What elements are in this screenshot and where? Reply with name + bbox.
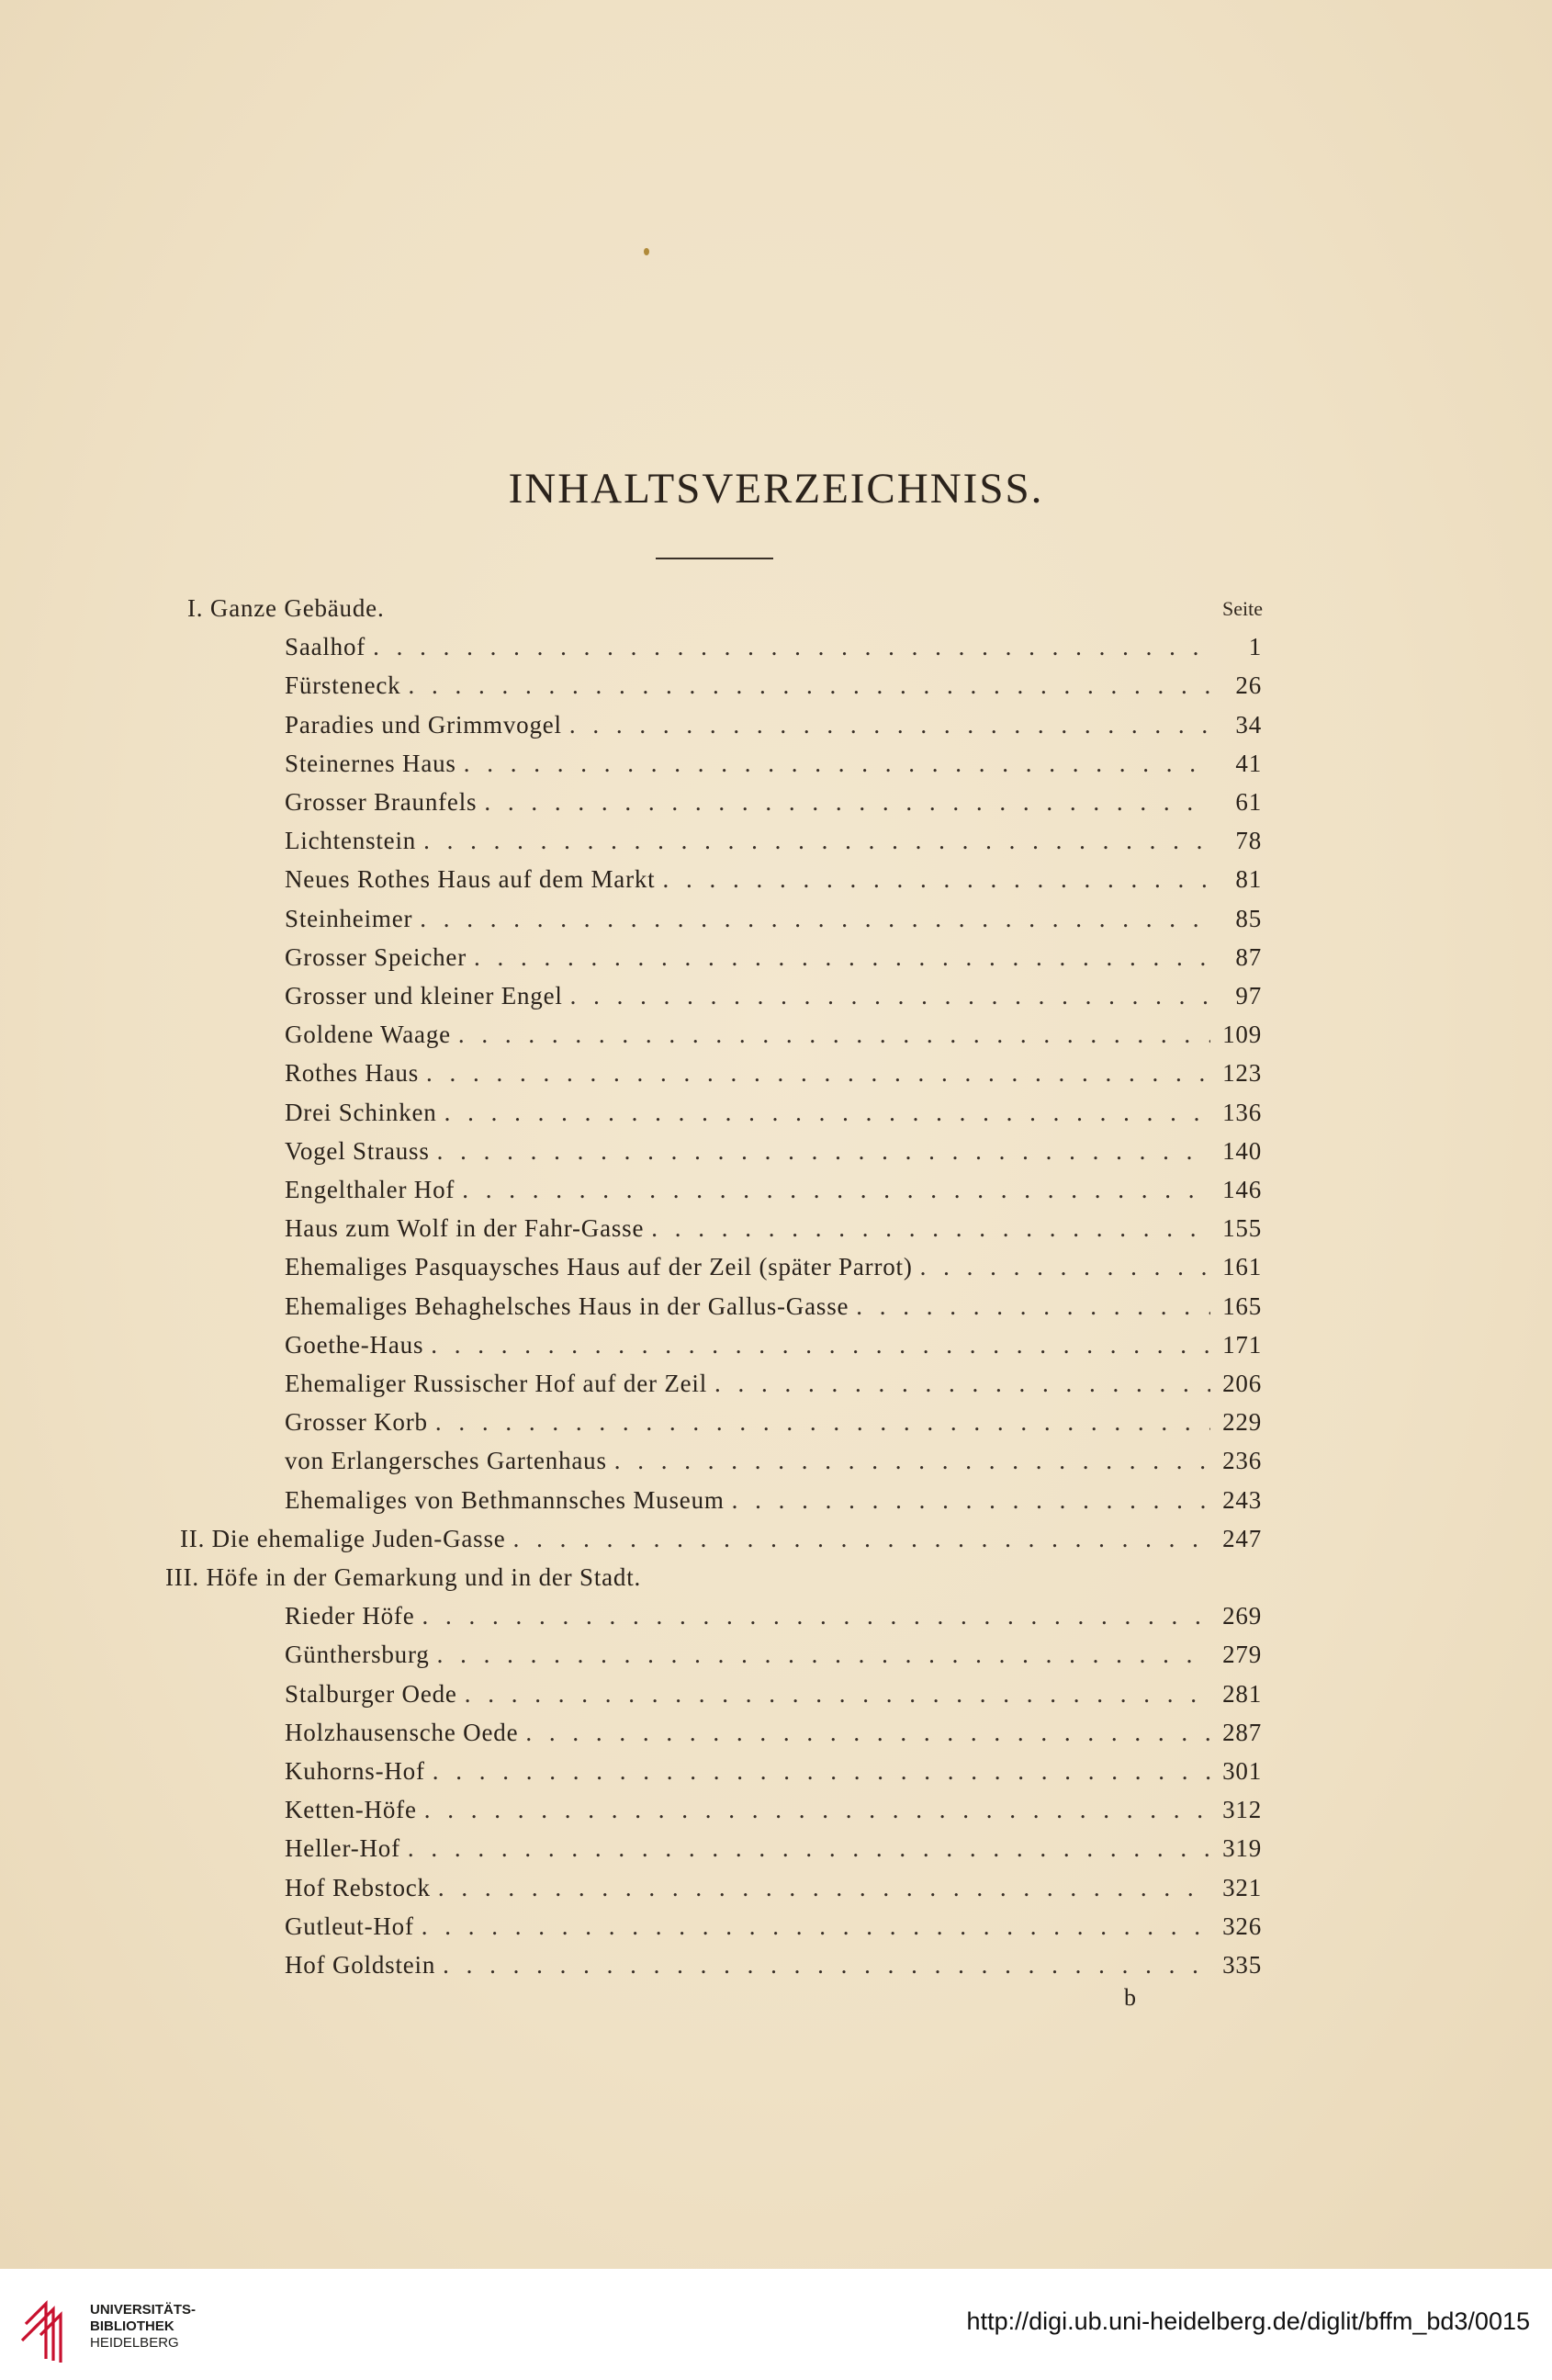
- toc-entry: [285, 1370, 1262, 1406]
- toc-leader-dots: [525, 1719, 1210, 1747]
- toc-page-number: 85: [1235, 905, 1262, 932]
- toc-page-number: 301: [1222, 1757, 1262, 1785]
- toc-page-number: 206: [1222, 1370, 1262, 1397]
- toc-entry-title: Grosser Korb: [285, 1408, 428, 1436]
- toc-entry: [285, 633, 1262, 670]
- toc-page-number: 34: [1235, 711, 1262, 739]
- source-url-link[interactable]: http://digi.ub.uni-heidelberg.de/diglit/bffm_bd3/0015: [966, 2307, 1530, 2335]
- toc-entry: [285, 1719, 1262, 1755]
- toc-entry: [285, 1137, 1262, 1174]
- toc-entry-title: Grosser und kleiner Engel: [285, 982, 563, 1010]
- toc-entry: [285, 1641, 1262, 1677]
- toc-entry-title: von Erlangersches Gartenhaus: [285, 1447, 607, 1474]
- toc-entry-title: Stalburger Oede: [285, 1680, 457, 1708]
- toc-page-number: 281: [1222, 1680, 1262, 1708]
- toc-leader-dots: [438, 1874, 1210, 1902]
- toc-page-number: 26: [1235, 671, 1262, 699]
- toc-entry: [285, 982, 1262, 1019]
- toc-leader-dots: [714, 1370, 1210, 1398]
- toc-page-number: 81: [1235, 865, 1262, 893]
- toc-entry-title: Ehemaliger Russischer Hof auf der Zeil: [285, 1370, 708, 1397]
- toc-leader-dots: [426, 1059, 1210, 1088]
- toc-leader-dots: [569, 711, 1210, 739]
- toc-page-number: 229: [1222, 1408, 1262, 1436]
- toc-leader-dots: [444, 1099, 1210, 1127]
- toc-entry-title: Goldene Waage: [285, 1021, 451, 1048]
- toc-page-number: 171: [1222, 1331, 1262, 1359]
- toc-entry-title: Vogel Strauss: [285, 1137, 430, 1165]
- toc-entry-title: Neues Rothes Haus auf dem Markt: [285, 865, 656, 893]
- toc-leader-dots: [373, 633, 1210, 661]
- toc-leader-dots: [408, 671, 1210, 700]
- toc-leader-dots: [732, 1486, 1210, 1515]
- page-title: INHALTSVERZEICHNISS.: [508, 465, 1044, 513]
- toc-leader-dots: [614, 1447, 1210, 1475]
- toc-page-number: 155: [1222, 1214, 1262, 1242]
- toc-page-number: 140: [1222, 1137, 1262, 1165]
- toc-entry-title: Lichtenstein: [285, 827, 417, 854]
- toc-page-number: 41: [1235, 750, 1262, 777]
- toc-entry-title: Holzhausensche Oede: [285, 1719, 519, 1746]
- toc-entry-title: Steinheimer: [285, 905, 413, 932]
- toc-page-number: 236: [1222, 1447, 1262, 1474]
- toc-page-number: 321: [1222, 1874, 1262, 1901]
- toc-section-heading: [180, 1525, 1262, 1562]
- signature-mark: b: [1124, 1984, 1136, 2011]
- toc-page-number: 312: [1222, 1796, 1262, 1823]
- toc-page-number: 319: [1222, 1834, 1262, 1862]
- toc-leader-dots: [431, 1331, 1210, 1359]
- toc-entry-title: Haus zum Wolf in der Fahr-Gasse: [285, 1214, 645, 1242]
- toc-entry-title: Hof Rebstock: [285, 1874, 431, 1901]
- toc-entry: [285, 1331, 1262, 1368]
- title-rule: [656, 558, 773, 559]
- toc-entry: [285, 1680, 1262, 1717]
- toc-entry-title: Ketten-Höfe: [285, 1796, 417, 1823]
- toc-leader-dots: [651, 1214, 1210, 1243]
- toc-entry: [285, 1912, 1262, 1949]
- library-name-line3: HEIDELBERG: [90, 2335, 179, 2351]
- toc-page-number: 161: [1222, 1253, 1262, 1280]
- toc-leader-dots: [422, 1912, 1210, 1941]
- toc-entry-title: Hof Goldstein: [285, 1951, 436, 1979]
- toc-page-number: 165: [1222, 1292, 1262, 1320]
- viewer-footer: [0, 2269, 1552, 2380]
- toc-entry-title: III. Höfe in der Gemarkung und in der Stadt.: [165, 1563, 642, 1591]
- toc-page-number: 326: [1222, 1912, 1262, 1940]
- toc-page-number: 97: [1235, 982, 1262, 1010]
- toc-entry-title: Drei Schinken: [285, 1099, 437, 1126]
- toc-entry: [285, 1874, 1262, 1911]
- library-name-line1: UNIVERSITÄTS-: [90, 2302, 197, 2318]
- toc-entry-title: Grosser Braunfels: [285, 788, 478, 816]
- toc-entry-title: I. Ganze Gebäude.: [187, 594, 385, 622]
- toc-entry-title: Rieder Höfe: [285, 1602, 415, 1630]
- toc-leader-dots: [458, 1021, 1210, 1049]
- toc-entry: [285, 750, 1262, 786]
- toc-entry: [285, 905, 1262, 942]
- toc-entry-title: Engelthaler Hof: [285, 1176, 455, 1203]
- toc-entry: [285, 1059, 1262, 1096]
- toc-page-number: 61: [1235, 788, 1262, 816]
- toc-entry-title: Heller-Hof: [285, 1834, 400, 1862]
- toc-entry-title: Paradies und Grimmvogel: [285, 711, 562, 739]
- toc-entry: [285, 1951, 1262, 1988]
- toc-page-number: 123: [1222, 1059, 1262, 1087]
- toc-entry-title: Kuhorns-Hof: [285, 1757, 425, 1785]
- toc-entry-title: Gutleut-Hof: [285, 1912, 414, 1940]
- toc-leader-dots: [437, 1641, 1210, 1669]
- toc-leader-dots: [570, 982, 1210, 1010]
- toc-leader-dots: [424, 1796, 1210, 1824]
- toc-page-number: 269: [1222, 1602, 1262, 1630]
- toc-section-heading: [165, 1563, 1262, 1600]
- toc-page-number: 136: [1222, 1099, 1262, 1126]
- toc-entry-title: Günthersburg: [285, 1641, 430, 1668]
- toc-entry-title: Ehemaliges Pasquaysches Haus auf der Zeil (später Parrot): [285, 1253, 913, 1280]
- toc-leader-dots: [423, 827, 1210, 855]
- toc-entry: [285, 865, 1262, 902]
- toc-entry: [285, 1447, 1262, 1483]
- toc-entry-title: Rothes Haus: [285, 1059, 420, 1087]
- toc-page-number: 247: [1222, 1525, 1262, 1552]
- toc-entry: [285, 671, 1262, 708]
- toc-page-number: 78: [1235, 827, 1262, 854]
- toc-leader-dots: [435, 1408, 1210, 1437]
- toc-page-number: 335: [1222, 1951, 1262, 1979]
- toc-page-number: 243: [1222, 1486, 1262, 1514]
- library-logo-icon[interactable]: [18, 2287, 77, 2364]
- toc-leader-dots: [437, 1137, 1210, 1166]
- toc-entry: [285, 1602, 1262, 1639]
- toc-entry: [285, 711, 1262, 748]
- toc-leader-dots: [422, 1602, 1211, 1630]
- toc-leader-dots: [484, 788, 1210, 817]
- seite-column-label: Seite: [1222, 597, 1263, 620]
- toc-page-number: 287: [1222, 1719, 1262, 1746]
- toc-page-number: 87: [1235, 943, 1262, 971]
- toc-entry-title: Ehemaliges von Bethmannsches Museum: [285, 1486, 725, 1514]
- toc-entry-title: Saalhof: [285, 633, 366, 660]
- toc-entry: [285, 1214, 1262, 1251]
- toc-entry: [285, 1253, 1262, 1290]
- toc-entry: [285, 788, 1262, 825]
- toc-entry: [285, 1021, 1262, 1057]
- paper-speck: [644, 248, 649, 255]
- toc-entry-title: Goethe-Haus: [285, 1331, 424, 1359]
- toc-page-number: 146: [1222, 1176, 1262, 1203]
- toc-entry: [285, 1486, 1262, 1523]
- toc-entry: [285, 1796, 1262, 1833]
- toc-leader-dots: [662, 865, 1210, 894]
- library-name-line2: BIBLIOTHEK: [90, 2318, 174, 2334]
- toc-page-number: 109: [1222, 1021, 1262, 1048]
- toc-page-number: 1: [1248, 633, 1262, 660]
- toc-entry: [285, 1292, 1262, 1329]
- toc-entry: [285, 1834, 1262, 1871]
- toc-leader-dots: [408, 1834, 1210, 1863]
- toc-entry-title: Fürsteneck: [285, 671, 401, 699]
- toc-leader-dots: [462, 1176, 1210, 1204]
- toc-leader-dots: [433, 1757, 1210, 1786]
- toc-page-number: 279: [1222, 1641, 1262, 1668]
- toc-entry: [285, 1408, 1262, 1445]
- toc-entry-title: Ehemaliges Behaghelsches Haus in der Gallus-Gasse: [285, 1292, 849, 1320]
- toc-entry: [285, 943, 1262, 980]
- toc-entry: [285, 1099, 1262, 1135]
- toc-leader-dots: [920, 1253, 1210, 1281]
- toc-entry: [285, 827, 1262, 863]
- toc-entry-title: Steinernes Haus: [285, 750, 456, 777]
- toc-section-heading: [187, 594, 1262, 631]
- toc-leader-dots: [465, 1680, 1210, 1709]
- library-name: [90, 2302, 196, 2352]
- toc-leader-dots: [856, 1292, 1210, 1321]
- toc-entry: [285, 1757, 1262, 1794]
- toc-leader-dots: [513, 1525, 1210, 1553]
- toc-leader-dots: [420, 905, 1210, 933]
- toc-entry-title: Grosser Speicher: [285, 943, 467, 971]
- toc-leader-dots: [443, 1951, 1210, 1980]
- toc-entry-title: II. Die ehemalige Juden-Gasse: [180, 1525, 506, 1552]
- toc-entry: [285, 1176, 1262, 1213]
- toc-leader-dots: [474, 943, 1210, 972]
- toc-leader-dots: [464, 750, 1210, 778]
